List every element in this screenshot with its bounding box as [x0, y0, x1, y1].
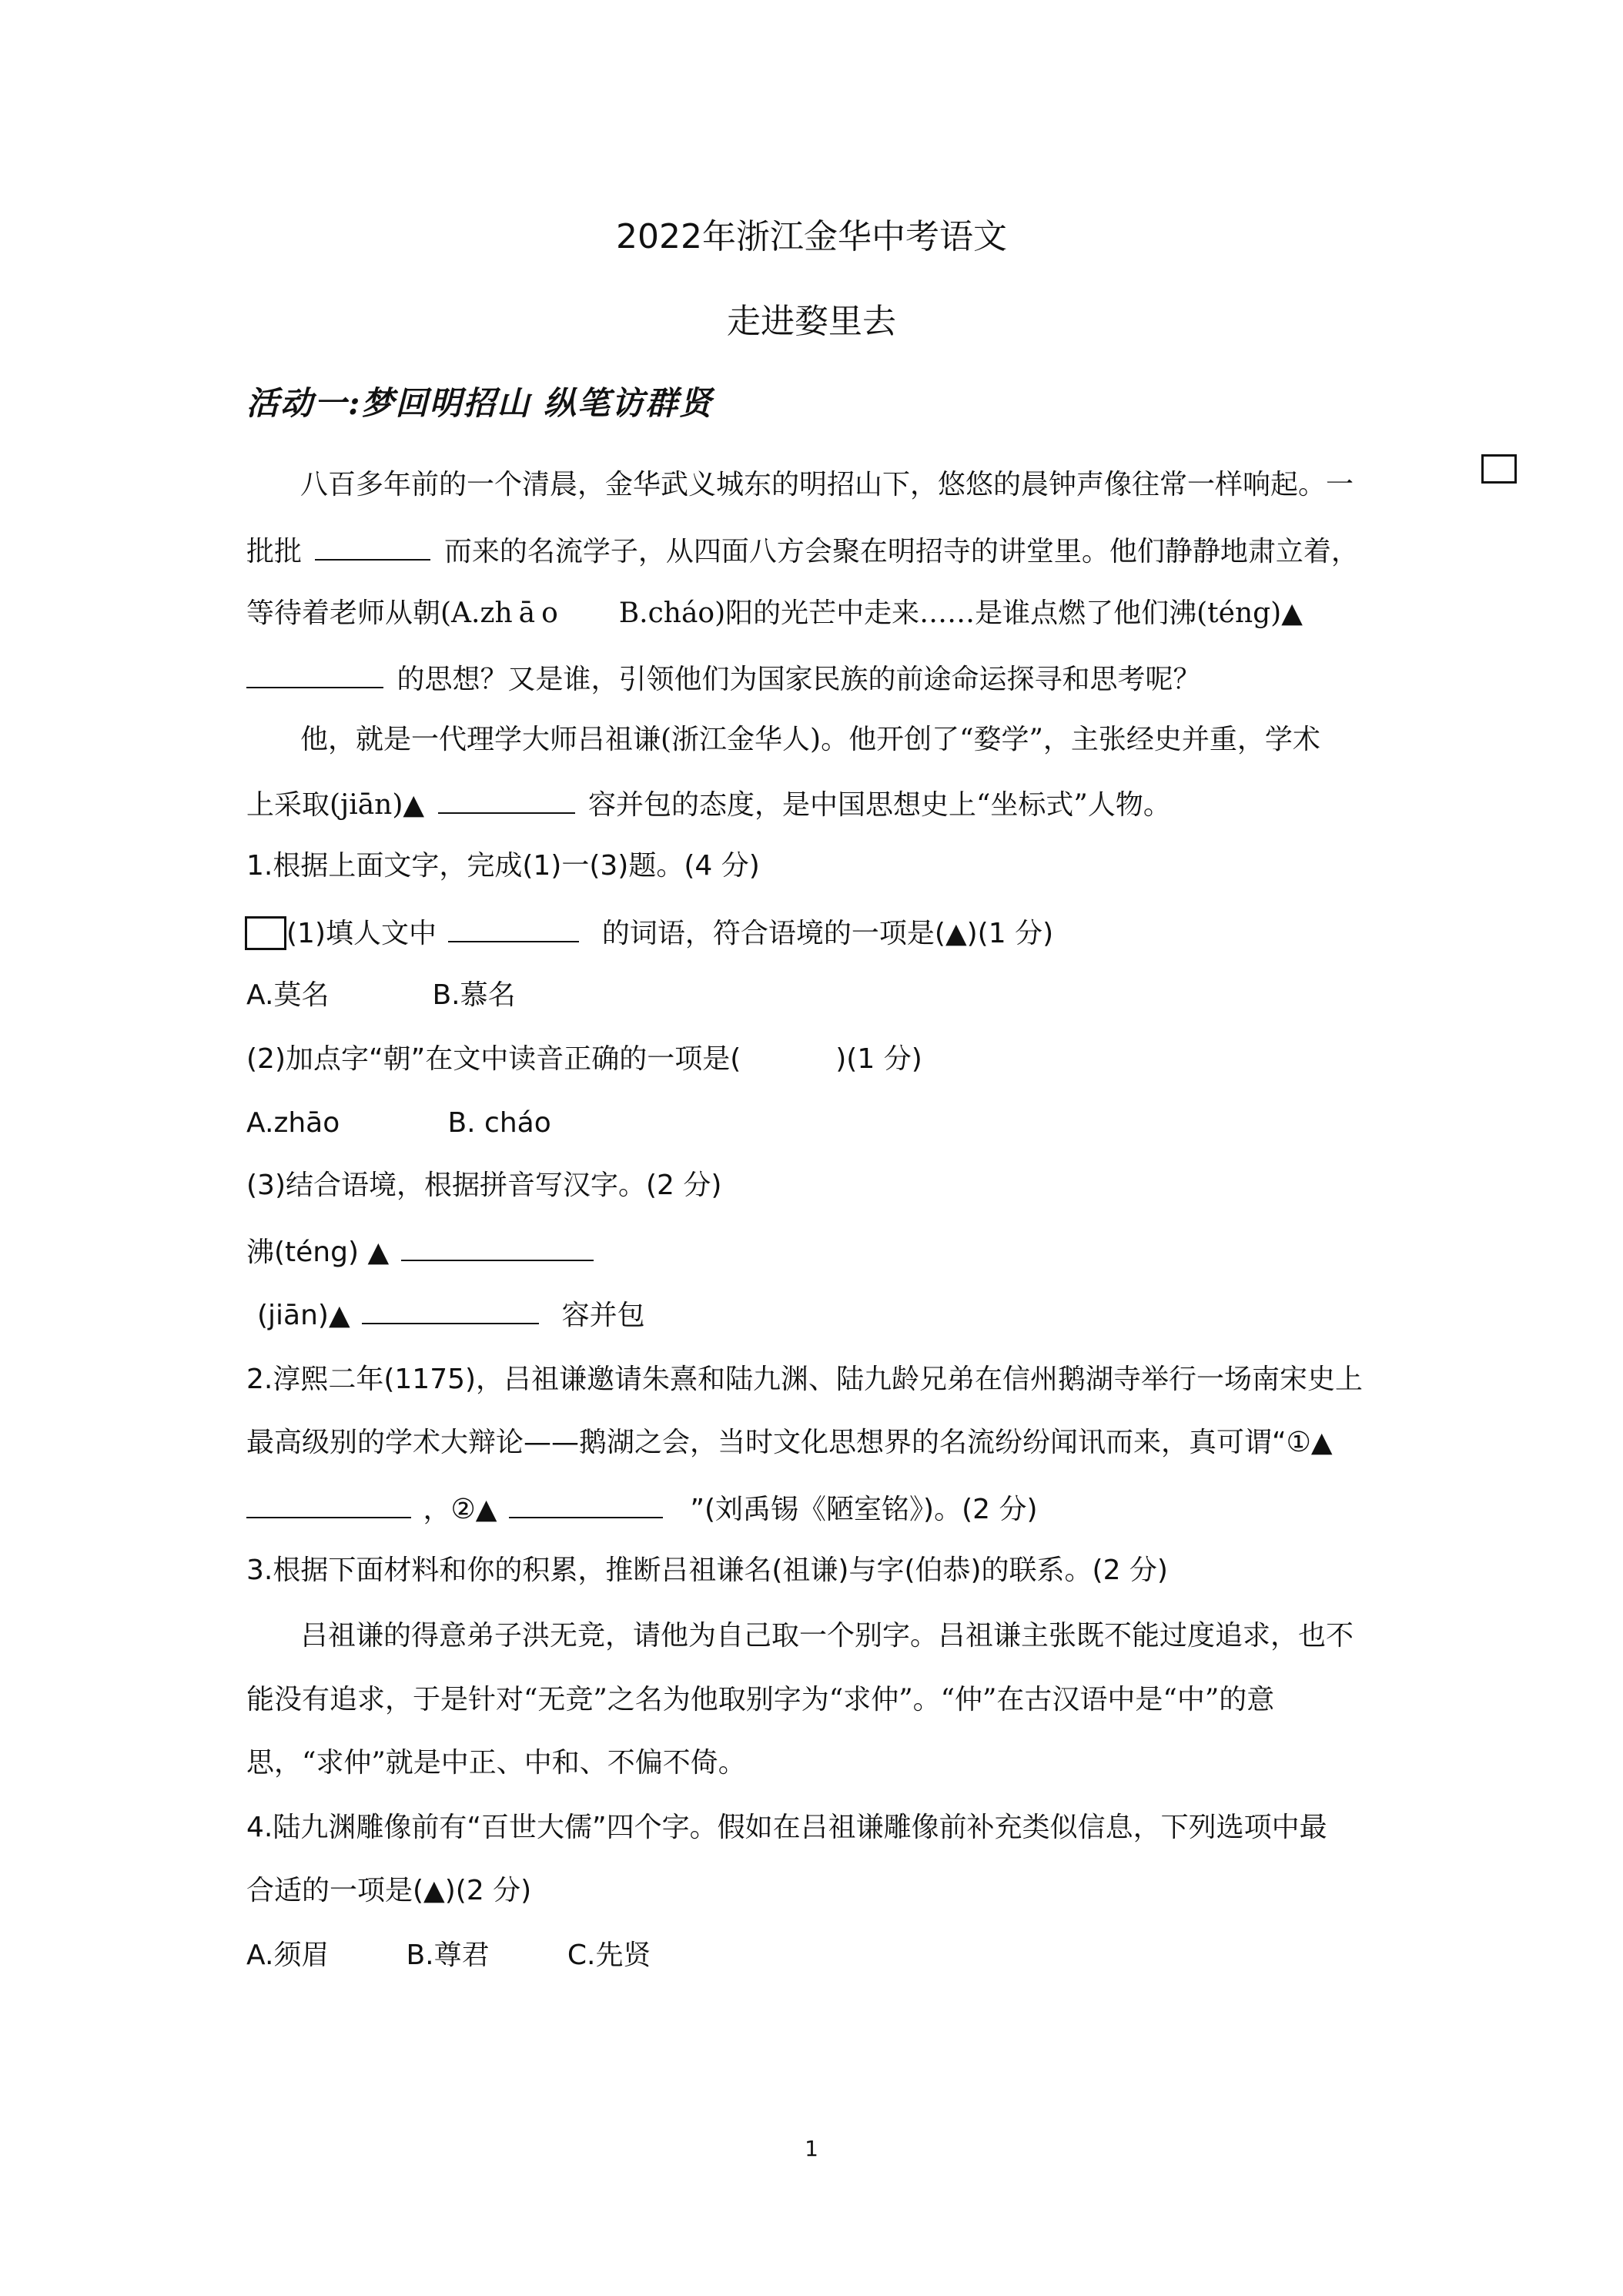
page-title: 2022年浙江金华中考语文: [616, 217, 1007, 256]
passage-line: 八百多年前的一个清晨，金华武义城东的明招山下，悠悠的晨钟声像往常一样响起。一: [300, 469, 1354, 500]
option-b[interactable]: B.慕名: [432, 979, 516, 1011]
fill-blank: [438, 785, 575, 814]
question-text: ”(刘禹锡《陋室铭》)。(2 分): [690, 1494, 1038, 1525]
question-text: 沸(téng) ▲: [246, 1237, 390, 1268]
answer-blank[interactable]: [401, 1232, 594, 1261]
answer-blank[interactable]: [246, 1489, 411, 1518]
passage-text: o: [541, 597, 558, 629]
question-1-sub3-item2: [257, 1295, 1397, 1334]
question-text: (2)加点字“朝”在文中读音正确的一项是(: [246, 1043, 741, 1075]
page-number: 1: [805, 2136, 818, 2161]
option-b[interactable]: B. cháo: [447, 1107, 551, 1139]
answer-blank: [448, 913, 579, 942]
section-heading: 活动一:梦回明招山 纵笔访群贤: [246, 384, 714, 422]
passage-text: 容并包的态度，是中国思想史上“坐标式”人物。: [588, 789, 1171, 821]
passage-text: B.cháo)阳的光芒中走来……是谁点燃了他们沸(téng)▲: [618, 597, 1303, 629]
material-line: 思，“求仲”就是中正、中和、不偏不倚。: [246, 1747, 746, 1779]
answer-blank[interactable]: [362, 1295, 539, 1324]
question-2-line: 2.淳熙二年(1175)，吕祖谦邀请朱熹和陆九渊、陆九龄兄弟在信州鹅湖寺举行一场南宋史上: [246, 1364, 1364, 1395]
question-4-options: [246, 1937, 1386, 1974]
fill-blank: [246, 659, 383, 688]
passage-line: [246, 785, 1386, 824]
question-text: 的词语，符合语境的一项是(▲)(1 分): [601, 918, 1054, 949]
question-text: (1)填人文中: [286, 918, 437, 949]
passage-line: 他，就是一代理学大师吕祖谦(浙江金华人)。他开创了“婺学”，主张经史并重，学术: [300, 724, 1320, 755]
question-1-sub2: [246, 1041, 1386, 1078]
passage-text: 而来的名流学子，从四面八方会聚在明招寺的讲堂里。他们静静地肃立着，: [443, 536, 1359, 567]
passage-text: 等待着老师从朝(A.zh: [246, 597, 513, 629]
passage-line: [246, 659, 1386, 698]
option-a[interactable]: A.zhāo: [246, 1107, 340, 1139]
passage-text: 批批: [246, 536, 303, 567]
question-1-sub2-options: [246, 1105, 1386, 1142]
option-a[interactable]: A.须眉: [246, 1940, 330, 1971]
option-b[interactable]: B.尊君: [406, 1940, 490, 1971]
question-1-stem: 1.根据上面文字，完成(1)一(3)题。(4 分): [246, 850, 760, 882]
question-1-sub3-item1: [246, 1232, 1386, 1271]
question-text: )(1 分): [835, 1043, 922, 1075]
passage-line: [246, 595, 1386, 632]
passage-text: 上采取(jiān)▲: [246, 789, 425, 821]
question-text: 容并包: [561, 1300, 645, 1331]
question-1-sub3: (3)结合语境，根据拼音写汉字。(2 分): [246, 1170, 722, 1201]
question-text: (jiān)▲: [257, 1300, 350, 1331]
answer-blank[interactable]: [509, 1489, 663, 1518]
question-4-line: 4.陆九渊雕像前有“百世大儒”四个字。假如在吕祖谦雕像前补充类似信息，下列选项中最: [246, 1812, 1327, 1843]
question-2-line: 最高级别的学术大辩论——鹅湖之会，当时文化思想界的名流纷纷闻讯而来，真可谓“①▲: [246, 1427, 1333, 1458]
checkbox-square-top: [1481, 454, 1517, 484]
question-4-line: 合适的一项是(▲)(2 分): [246, 1875, 532, 1906]
question-text: ，②▲: [423, 1494, 497, 1525]
question-1-sub1: [286, 913, 1426, 952]
passage-line: [246, 531, 1386, 571]
material-line: 吕祖谦的得意弟子洪无竞，请他为自己取一个别字。吕祖谦主张既不能过度追求，也不: [300, 1620, 1354, 1652]
passage-text: ā: [518, 597, 536, 629]
fill-blank: [315, 531, 430, 561]
question-1-sub1-options: [246, 977, 1386, 1014]
option-a[interactable]: A.莫名: [246, 979, 330, 1011]
checkbox-square-left: [245, 916, 286, 950]
question-2-line: [246, 1489, 1386, 1528]
passage-text: 的思想？又是谁，引领他们为国家民族的前途命运探寻和思考呢？: [397, 664, 1201, 695]
question-3-stem: 3.根据下面材料和你的积累，推断吕祖谦名(祖谦)与字(伯恭)的联系。(2 分): [246, 1555, 1168, 1586]
page-subtitle: 走进婺里去: [727, 302, 896, 341]
material-line: 能没有追求，于是针对“无竞”之名为他取别字为“求仲”。“仲”在古汉语中是“中”的意: [246, 1684, 1275, 1715]
option-c[interactable]: C.先贤: [567, 1940, 651, 1971]
